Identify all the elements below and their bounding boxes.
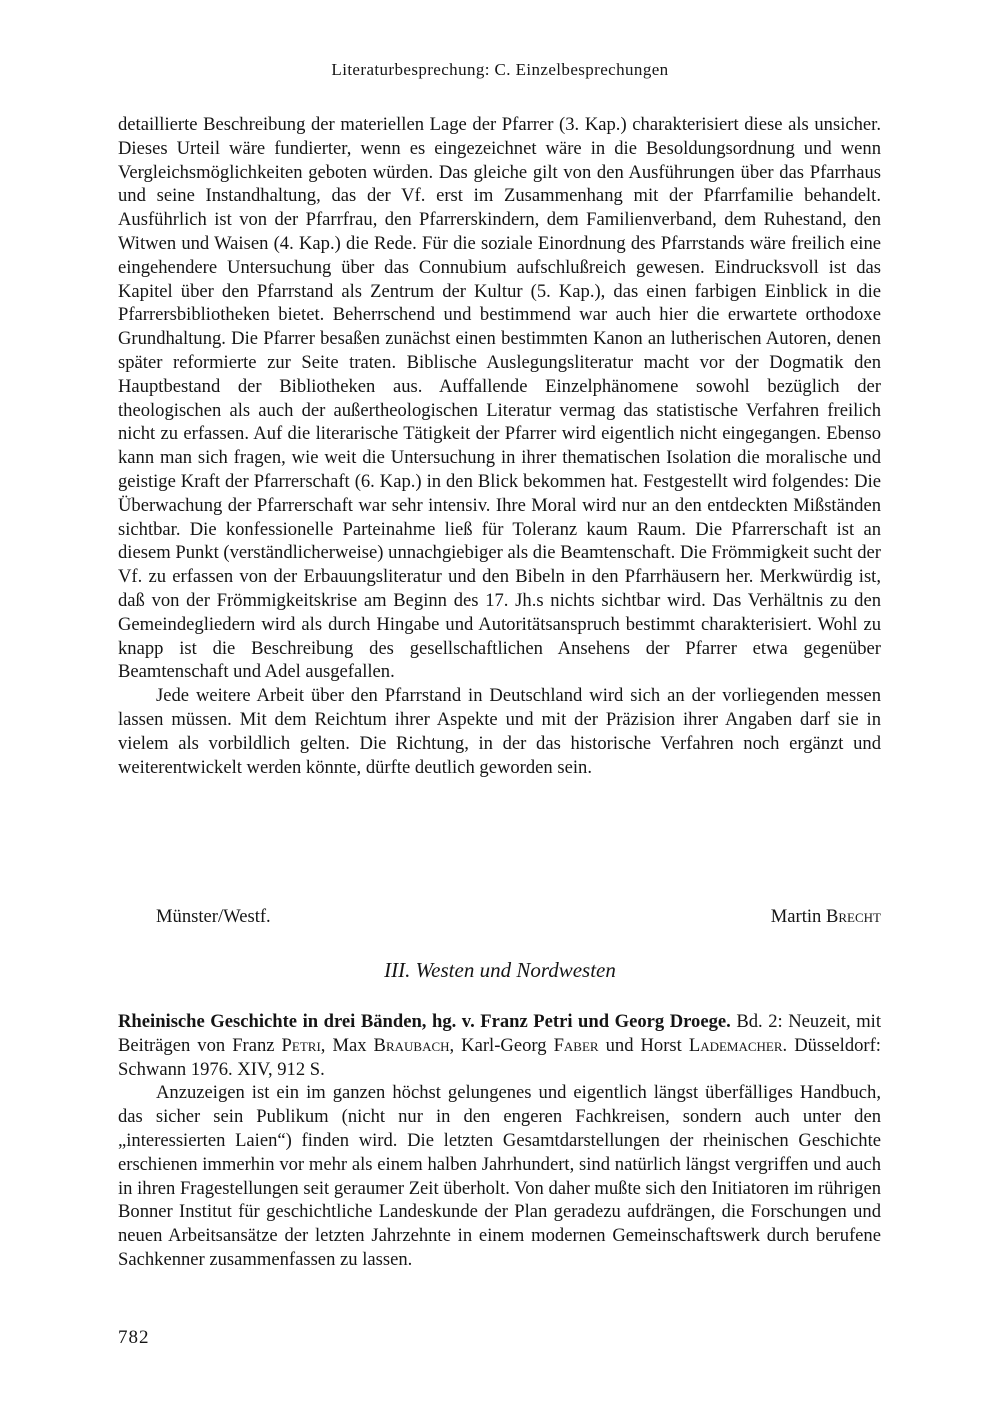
author-last-name: Brecht — [825, 906, 881, 927]
page-number: 782 — [118, 1327, 150, 1348]
bib-publication: . Düsseldorf: Schwann 1976. XIV, 912 S. — [118, 1034, 881, 1080]
signature-author — [771, 905, 881, 929]
contributor-name: Faber — [553, 1034, 599, 1056]
contributor-name: Petri — [281, 1034, 321, 1056]
review-continuation — [118, 113, 881, 779]
review-entry — [118, 1010, 881, 1272]
contributor-name: Lademacher — [688, 1034, 783, 1056]
review-signature — [118, 905, 881, 929]
running-head: Literaturbesprechung: C. Einzelbesprechungen — [331, 60, 669, 79]
bibliographic-entry — [118, 1010, 881, 1081]
review-body-paragraph: Anzuzeigen ist ein im ganzen höchst gelungenes und eigentlich längst überfälliges Handbuch, das sicher sein Publikum (nicht nur in den engeren Fachkreisen, sondern auch unter den „interessierten Laien“) finden wird. Die letzten Gesamtdarstellungen der rheinischen Geschichte erschienen immerhin vor mehr als einem halben Jahrhundert, sind natürlich längst vergriffen und auch in ihren Fragestellungen seit geraumer Zeit überholt. Von daher mußte sich den Initiatoren im rührigen Bonner Institut für geschichtliche Landeskunde der Plan geradezu aufdrängen, die Forschungen und neuen Arbeitsansätze der letzten Jahrzehnte in einem modernen Gemeinschaftswerk durch berufene Sachkenner zusammenfassen zu lassen. — [118, 1082, 881, 1270]
bib-volume: Bd. 2: Neuzeit, mit Beiträgen von Franz — [118, 1011, 882, 1056]
review-body-paragraph: detaillierte Beschreibung der materiellen Lage der Pfarrer (3. Kap.) charakterisiert diese als unsicher. Dieses Urteil wäre fundierter, wenn es eingezeichnet wäre in die Besoldungsordnung und wenn Vergleichsmöglichkeiten geboten würden. Das gleiche gilt von den Ausführungen über das Pfarrhaus und seine Instandhaltung, das der Vf. erst im Zusammenhang mit der Pfarrfamilie behandelt. Ausführlich ist von der Pfarrfrau, den Pfarrerskindern, dem Familienverband, dem Ruhestand, den Witwen und Waisen (4. Kap.) die Rede. Für die soziale Einordnung des Pfarrstands wäre freilich eine eingehendere Untersuchung über das Connubium aufschlußreich gewesen. Eindrucksvoll ist das Kapitel über den Pfarrstand als Zentrum der Kultur (5. Kap.), das einen farbigen Einblick in die Pfarrersbibliotheken bietet. Beherrschend und bestimmend war auch hier die erwartete orthodoxe Grundhaltung. Die Pfarrer besaßen zunächst einen bestimmten Kanon an lutherischen Autoren, denen später reformierte zur Seite traten. Biblische Auslegungsliteratur macht vor der Dogmatik den Hauptbestand der Bibliotheken aus. Auffallende Einzelphänomene sowohl bezüglich der theologischen als auch der außertheologischen Literatur vermag das statistische Verfahren freilich nicht zu erfassen. Auf die literarische Tätigkeit der Pfarrer wird eigentlich nicht eingegangen. Ebenso kann man sich fragen, wie weit die Untersuchung in ihrer thematischen Isolation die moralische und geistige Kraft der Pfarrerschaft (6. Kap.) in den Blick bekommen hat. Festgestellt wird folgendes: Die Überwachung der Pfarrerschaft war sehr intensiv. Ihre Moral wird nur an den entdeckten Mißständen sichtbar. Die konfessionelle Parteinahme ließ für Toleranz kaum Raum. Die Pfarrerschaft ist an diesem Punkt (verständlicherweise) unnachgiebiger als die Beamtenschaft. Die Frömmigkeit sucht der Vf. zu erfassen von der Erbauungsliteratur und den Bibeln in den Pfarrhäusern her. Merkwürdig ist, daß von der Frömmigkeitskrise am Beginn des 17. Jh.s nichts sichtbar wird. Das Verhältnis zu den Gemeindegliedern wird als durch Hingabe und Autoritätsanspruch bestimmt charakterisiert. Wohl zu knapp ist die Beschreibung des gesellschaftlichen Ansehens der Pfarrer etwa gegenüber Beamtenschaft und Adel ausgefallen. — [118, 114, 881, 683]
bib-separator: , Max — [320, 1034, 367, 1056]
bib-separator: , Karl-Georg — [449, 1034, 547, 1056]
book-title: Rheinische Geschichte in drei Bänden, hg. v. Franz Petri und Georg Droege. — [118, 1011, 731, 1032]
review-conclusion-paragraph: Jede weitere Arbeit über den Pfarrstand in Deutschland wird sich an der vorliegenden messen lassen müssen. Mit dem Reichtum ihrer Aspekte und mit der Präzision ihrer Angaben darf sie in vielem als vorbildlich gelten. Die Richtung, in der das historische Verfahren noch ergänzt und weiterentwickelt werden könnte, dürfte deutlich geworden sein. — [118, 685, 881, 778]
bib-separator: und Horst — [605, 1034, 682, 1056]
contributor-name: Braubach — [373, 1034, 450, 1056]
section-heading: III. Westen und Nordwesten — [384, 958, 616, 982]
author-first-name: Martin — [770, 906, 822, 927]
signature-place: Münster/Westf. — [156, 906, 271, 927]
